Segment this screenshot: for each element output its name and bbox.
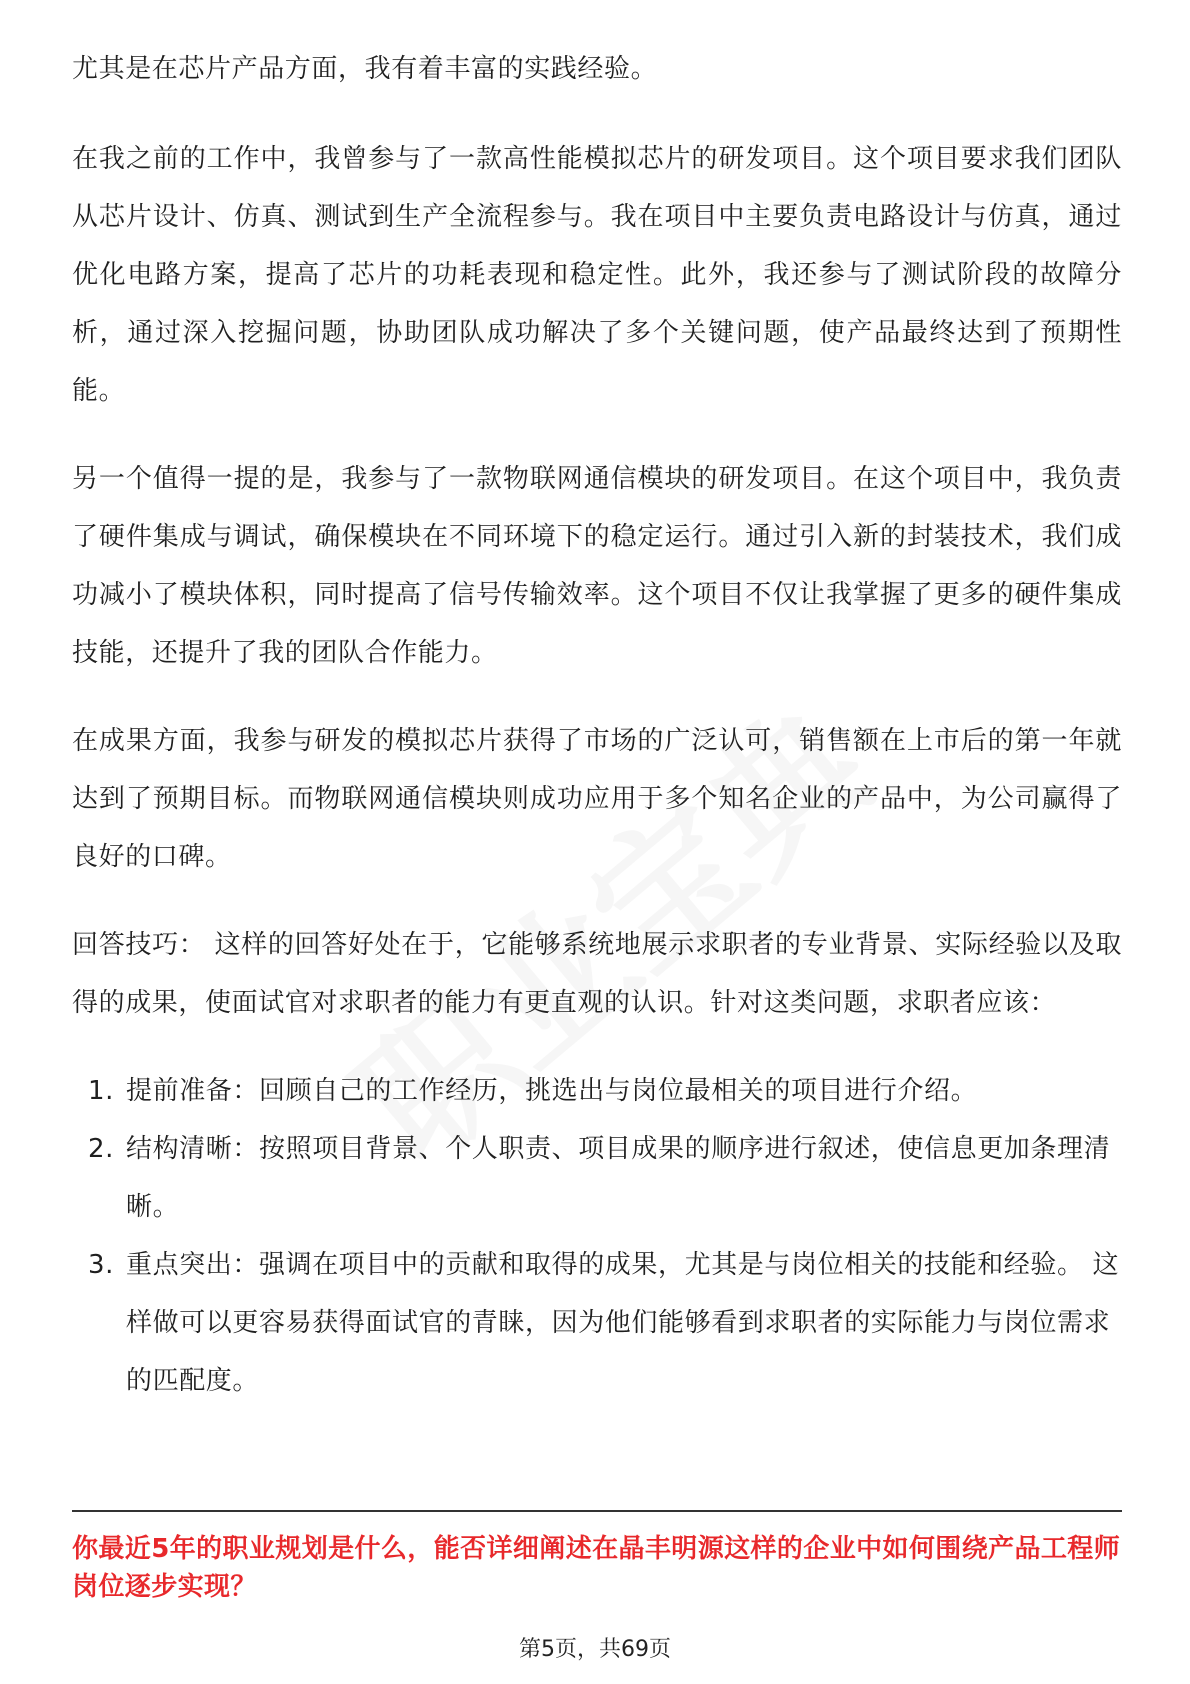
list-number: 2. bbox=[88, 1134, 115, 1164]
list-text: 结构清晰：按照项目背景、个人职责、项目成果的顺序进行叙述，使信息更加条理清晰。 bbox=[126, 1134, 1111, 1222]
list-number: 1. bbox=[88, 1076, 115, 1106]
document-body bbox=[72, 40, 1122, 1410]
list-item bbox=[72, 1120, 1122, 1236]
paragraph-intro: 尤其是在芯片产品方面，我有着丰富的实践经验。 bbox=[72, 54, 658, 84]
page-number: 第5页，共69页 bbox=[519, 1637, 671, 1662]
paragraph-chip-project: 在我之前的工作中，我曾参与了一款高性能模拟芯片的研发项目。这个项目要求我们团队从芯片设计、仿真、测试到生产全流程参与。我在项目中主要负责电路设计与仿真，通过优化电路方案，提高了芯片的功耗表现和稳定性。此外，我还参与了测试阶段的故障分析，通过深入挖掘问题，协助团队成功解决了多个关键问题，使产品最终达到了预期性能。 bbox=[72, 144, 1122, 406]
section-divider bbox=[72, 1510, 1122, 1512]
next-question-heading: 你最近5年的职业规划是什么，能否详细阐述在晶丰明源这样的企业中如何围绕产品工程师岗位逐步实现？ bbox=[72, 1534, 1121, 1602]
list-item bbox=[72, 1062, 1122, 1120]
tips-list bbox=[72, 1062, 1122, 1410]
list-item bbox=[72, 1236, 1122, 1410]
paragraph-results: 在成果方面，我参与研发的模拟芯片获得了市场的广泛认可，销售额在上市后的第一年就达到了预期目标。而物联网通信模块则成功应用于多个知名企业的产品中，为公司赢得了良好的口碑。 bbox=[72, 726, 1122, 872]
paragraph-iot-project: 另一个值得一提的是，我参与了一款物联网通信模块的研发项目。在这个项目中，我负责了硬件集成与调试，确保模块在不同环境下的稳定运行。通过引入新的封装技术，我们成功减小了模块体积，同时提高了信号传输效率。这个项目不仅让我掌握了更多的硬件集成技能，还提升了我的团队合作能力。 bbox=[72, 464, 1122, 668]
list-text: 重点突出：强调在项目中的贡献和取得的成果，尤其是与岗位相关的技能和经验。 这样做可以更容易获得面试官的青睐，因为他们能够看到求职者的实际能力与岗位需求的匹配度。 bbox=[126, 1250, 1120, 1396]
list-text: 提前准备：回顾自己的工作经历，挑选出与岗位最相关的项目进行介绍。 bbox=[126, 1076, 978, 1106]
list-number: 3. bbox=[88, 1250, 115, 1280]
paragraph-answer-tips: 回答技巧： 这样的回答好处在于，它能够系统地展示求职者的专业背景、实际经验以及取得的成果，使面试官对求职者的能力有更直观的认识。针对这类问题，求职者应该： bbox=[72, 930, 1122, 1018]
